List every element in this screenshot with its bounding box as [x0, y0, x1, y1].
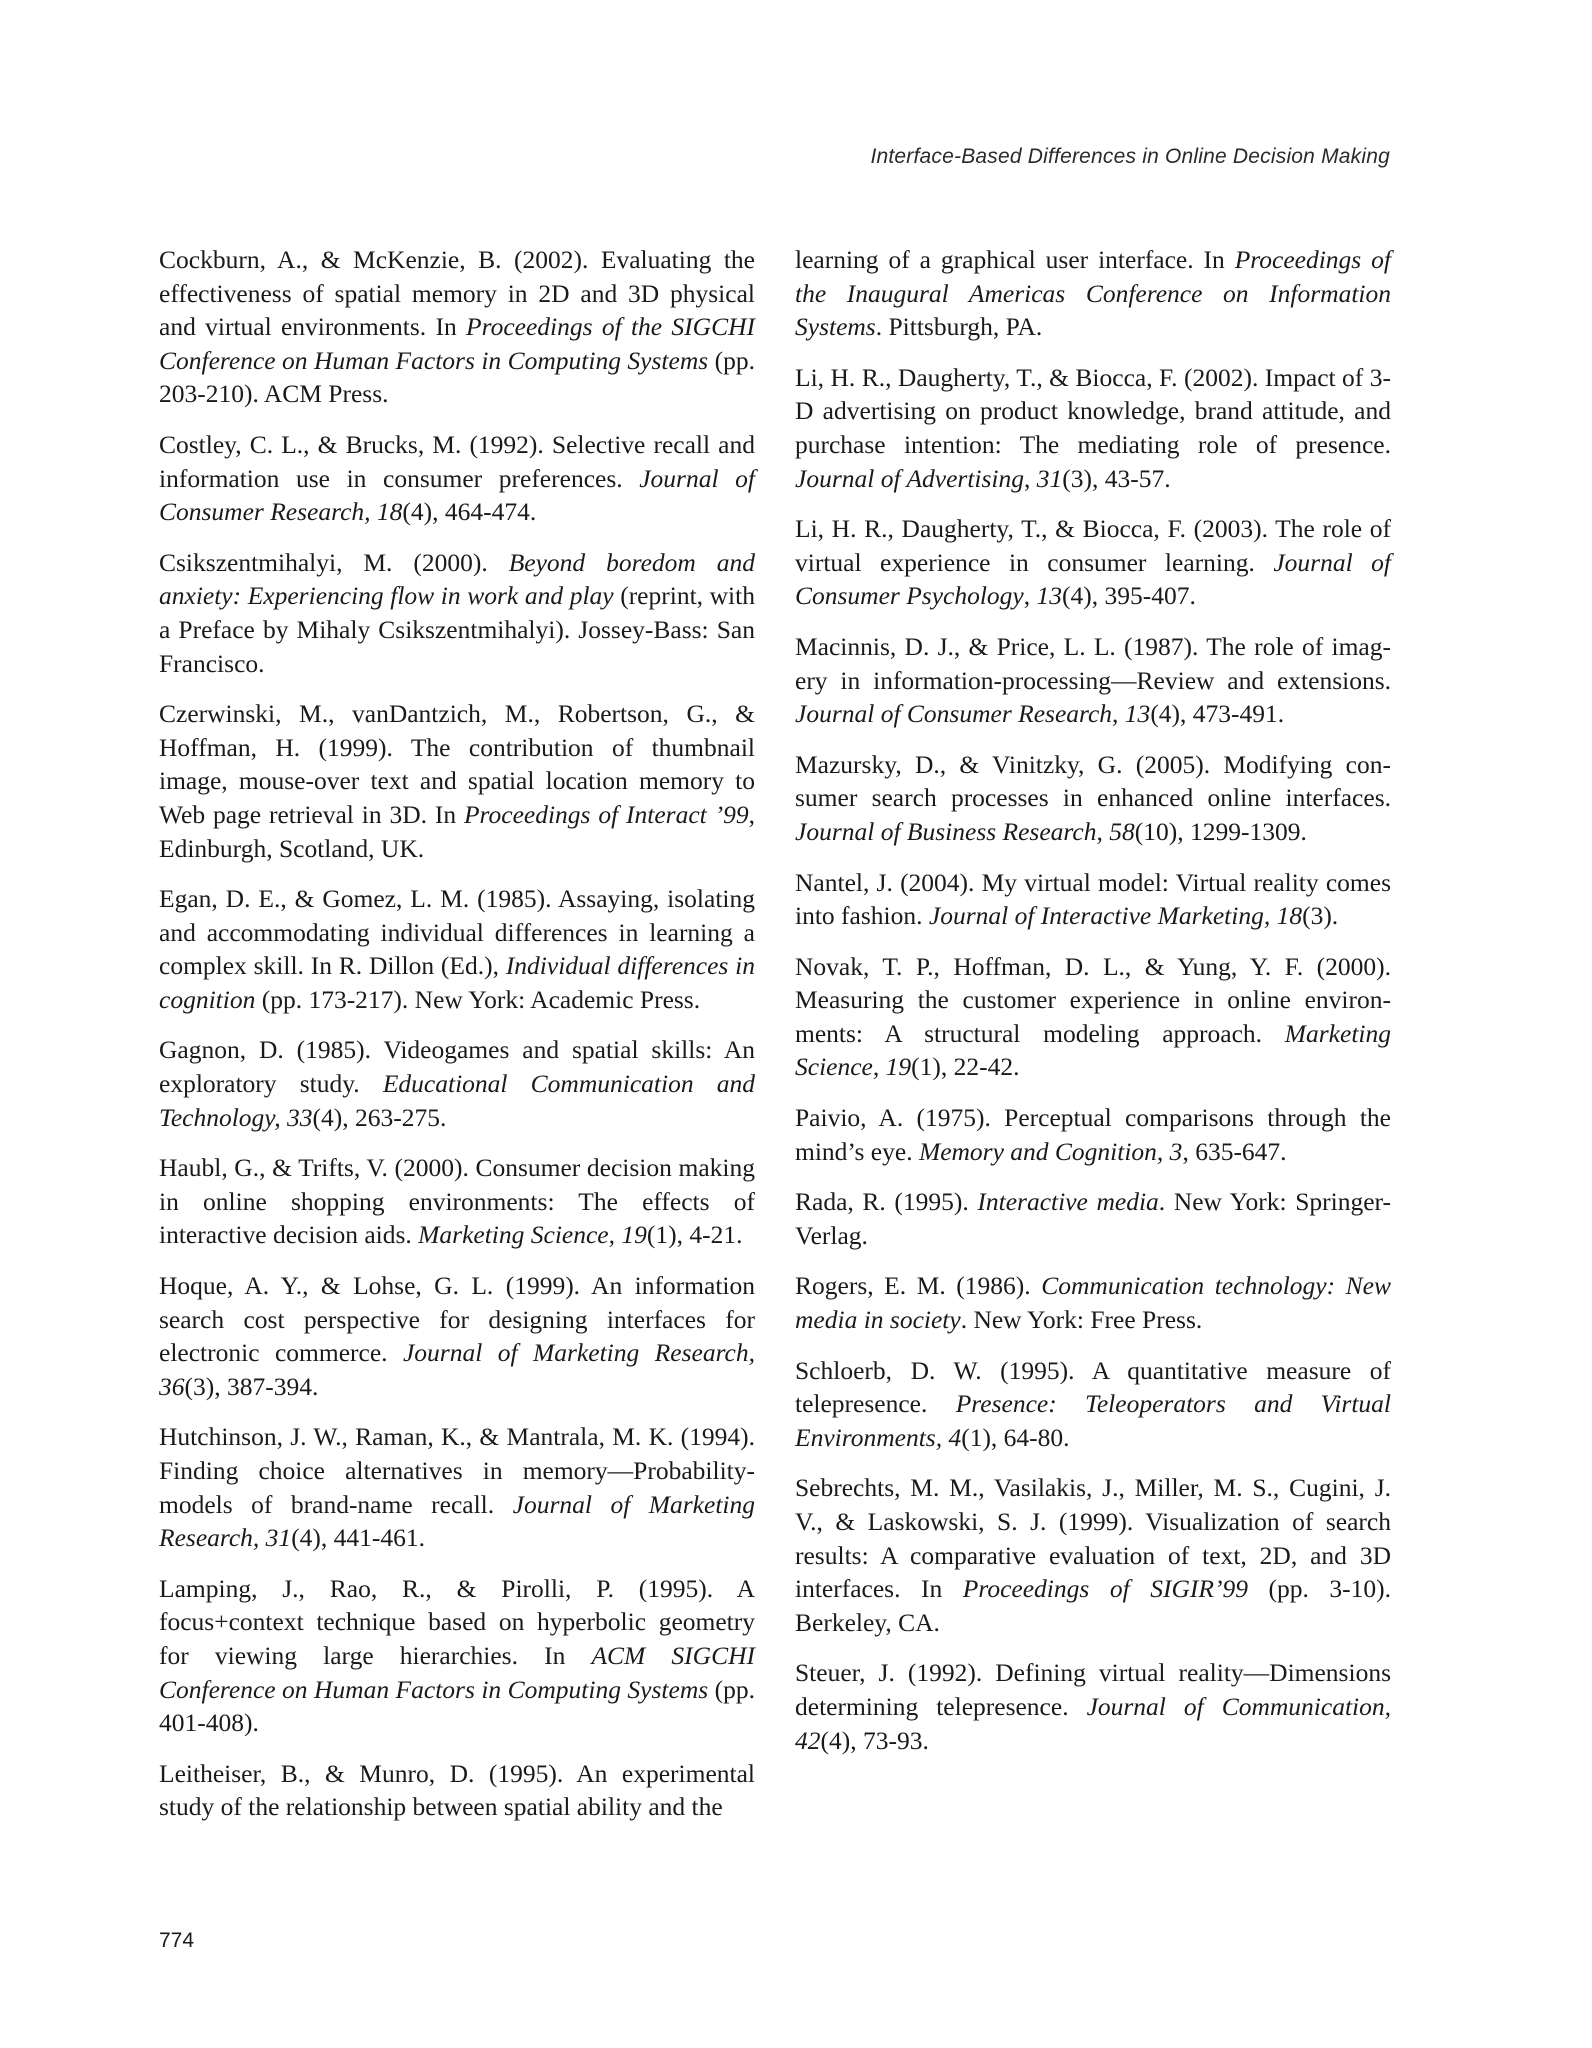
reference-entry: Hutchinson, J. W., Raman, K., & Mantrala, M. K. (1994). Finding choice alternatives in memory—Probability-models of brand-name recall. Journal of Marketing Research, 31(4), 441-461. — [159, 1422, 755, 1553]
reference-entry: Costley, C. L., & Brucks, M. (1992). Selective recall and information use in consumer preferences. Journal of Consumer Research, 18(4), 464-474. — [159, 429, 755, 527]
reference-entry: Czerwinski, M., vanDantzich, M., Robertson, G., & Hoffman, H. (1999). The contribution of thumbnail image, mouse-over text and spatial location memory to Web page retrieval in 3D. In Proceedings of Interact ’99, Edinburgh, Scotland, UK. — [159, 699, 755, 863]
reference-entry: Schloerb, D. W. (1995). A quantitative measure of telepresence. Presence: Teleoperators and Virtual Environments, 4(1), 64-80. — [795, 1355, 1392, 1452]
reference-entry: Haubl, G., & Trifts, V. (2000). Consumer decision making in online shopping environments: The effects of interactive decision aids. Marketing Science, 19(1), 4-21. — [159, 1153, 755, 1250]
reference-entry: Egan, D. E., & Gomez, L. M. (1985). Assaying, isolating and accommodating individual differences in learning a complex skill. In R. Dillon (Ed.), Individual differences in cognition (pp. 173-217). New York: Academic Press. — [159, 884, 756, 1014]
reference-entry: Mazursky, D., & Vinitzky, G. (2005). Modifying consumer search processes in enhanced online interfaces. Journal of Business Research, 58(10), 1299-1309. — [795, 749, 1391, 846]
reference-entry: Cockburn, A., & McKenzie, B. (2002). Evaluating the effectiveness of spatial memory in 2D and 3D physical and virtual environments. In Proceedings of the SIGCHI Conference on Human Factors in Computing Systems (pp. 203-210). ACM Press. — [159, 245, 755, 409]
reference-entry: Li, H. R., Daugherty, T., & Biocca, F. (2003). The role of virtual experience in consumer learning. Journal of Consumer Psychology, 13(4), 395-407. — [795, 514, 1391, 611]
reference-entry: Sebrechts, M. M., Vasilakis, J., Miller, M. S., Cugini, J. V., & Laskowski, S. J. (1999). Visualization of search results: A comparative evaluation of text, 2D, and 3D interfaces. In Proceedings of SIGIR’99 (pp. 3-10). Berkeley, CA. — [795, 1473, 1392, 1637]
reference-entry: Rogers, E. M. (1986). Communication technology: New media in society. New York: Free Press. — [795, 1271, 1391, 1335]
reference-entry: Hoque, A. Y., & Lohse, G. L. (1999). An information search cost perspective for designing interfaces for electronic commerce. Journal of Marketing Research, 36(3), 387-394. — [159, 1271, 755, 1401]
references-left-column — [159, 243, 755, 1841]
reference-entry: Leitheiser, B., & Munro, D. (1995). An experimental study of the relationship between spatial ability and the — [159, 1758, 755, 1822]
running-header: Interface-Based Differences in Online Decision Making — [870, 145, 1390, 168]
reference-entry: Nantel, J. (2004). My virtual model: Virtual reality comes into fashion. Journal of Interactive Marketing, 18(3). — [795, 867, 1391, 931]
reference-entry: Novak, T. P., Hoffman, D. L., & Yung, Y. F. (2000). Measuring the customer experience in online environments: A structural modeling approach. Marketing Science, 19(1), 22-42. — [795, 951, 1391, 1082]
references-right-column — [795, 243, 1391, 1774]
reference-entry: Lamping, J., Rao, R., & Pirolli, P. (1995). A focus+context technique based on hyperbolic geometry for viewing large hierarchies. In ACM SIGCHI Conference on Human Factors in Computing Systems (pp. 401-408). — [159, 1573, 755, 1738]
reference-entry: Gagnon, D. (1985). Videogames and spatial skills: An exploratory study. Educational Communication and Technology, 33(4), 263-275. — [159, 1035, 755, 1132]
reference-entry: Paivio, A. (1975). Perceptual comparisons through the mind’s eye. Memory and Cognition, 3, 635-647. — [795, 1103, 1391, 1166]
reference-entry: Steuer, J. (1992). Defining virtual reality—Dimensions determining telepresence. Journal of Communication, 42(4), 73-93. — [795, 1658, 1391, 1755]
reference-entry: Rada, R. (1995). Interactive media. New York: Springer-Verlag. — [795, 1187, 1391, 1250]
reference-entry: learning of a graphical user interface. In Proceedings of the Inaugural Americas Conference on Information Systems. Pittsburgh, PA. — [795, 245, 1391, 342]
page-number: 774 — [159, 1929, 195, 1952]
reference-entry: Li, H. R., Daugherty, T., & Biocca, F. (2002). Impact of 3-D advertising on product knowledge, brand attitude, and purchase intention: The mediating role of presence. Journal of Advertising, 31(3), 43-57. — [795, 362, 1391, 493]
reference-entry: Macinnis, D. J., & Price, L. L. (1987). The role of imagery in information-processing—Review and extensions. Journal of Consumer Research, 13(4), 473-491. — [795, 631, 1391, 729]
reference-entry: Csikszentmihalyi, M. (2000). Beyond boredom and anxiety: Experiencing flow in work and play (reprint, with a Preface by Mihaly Csikszentmihalyi). Jossey-Bass: San Francisco. — [159, 547, 755, 678]
